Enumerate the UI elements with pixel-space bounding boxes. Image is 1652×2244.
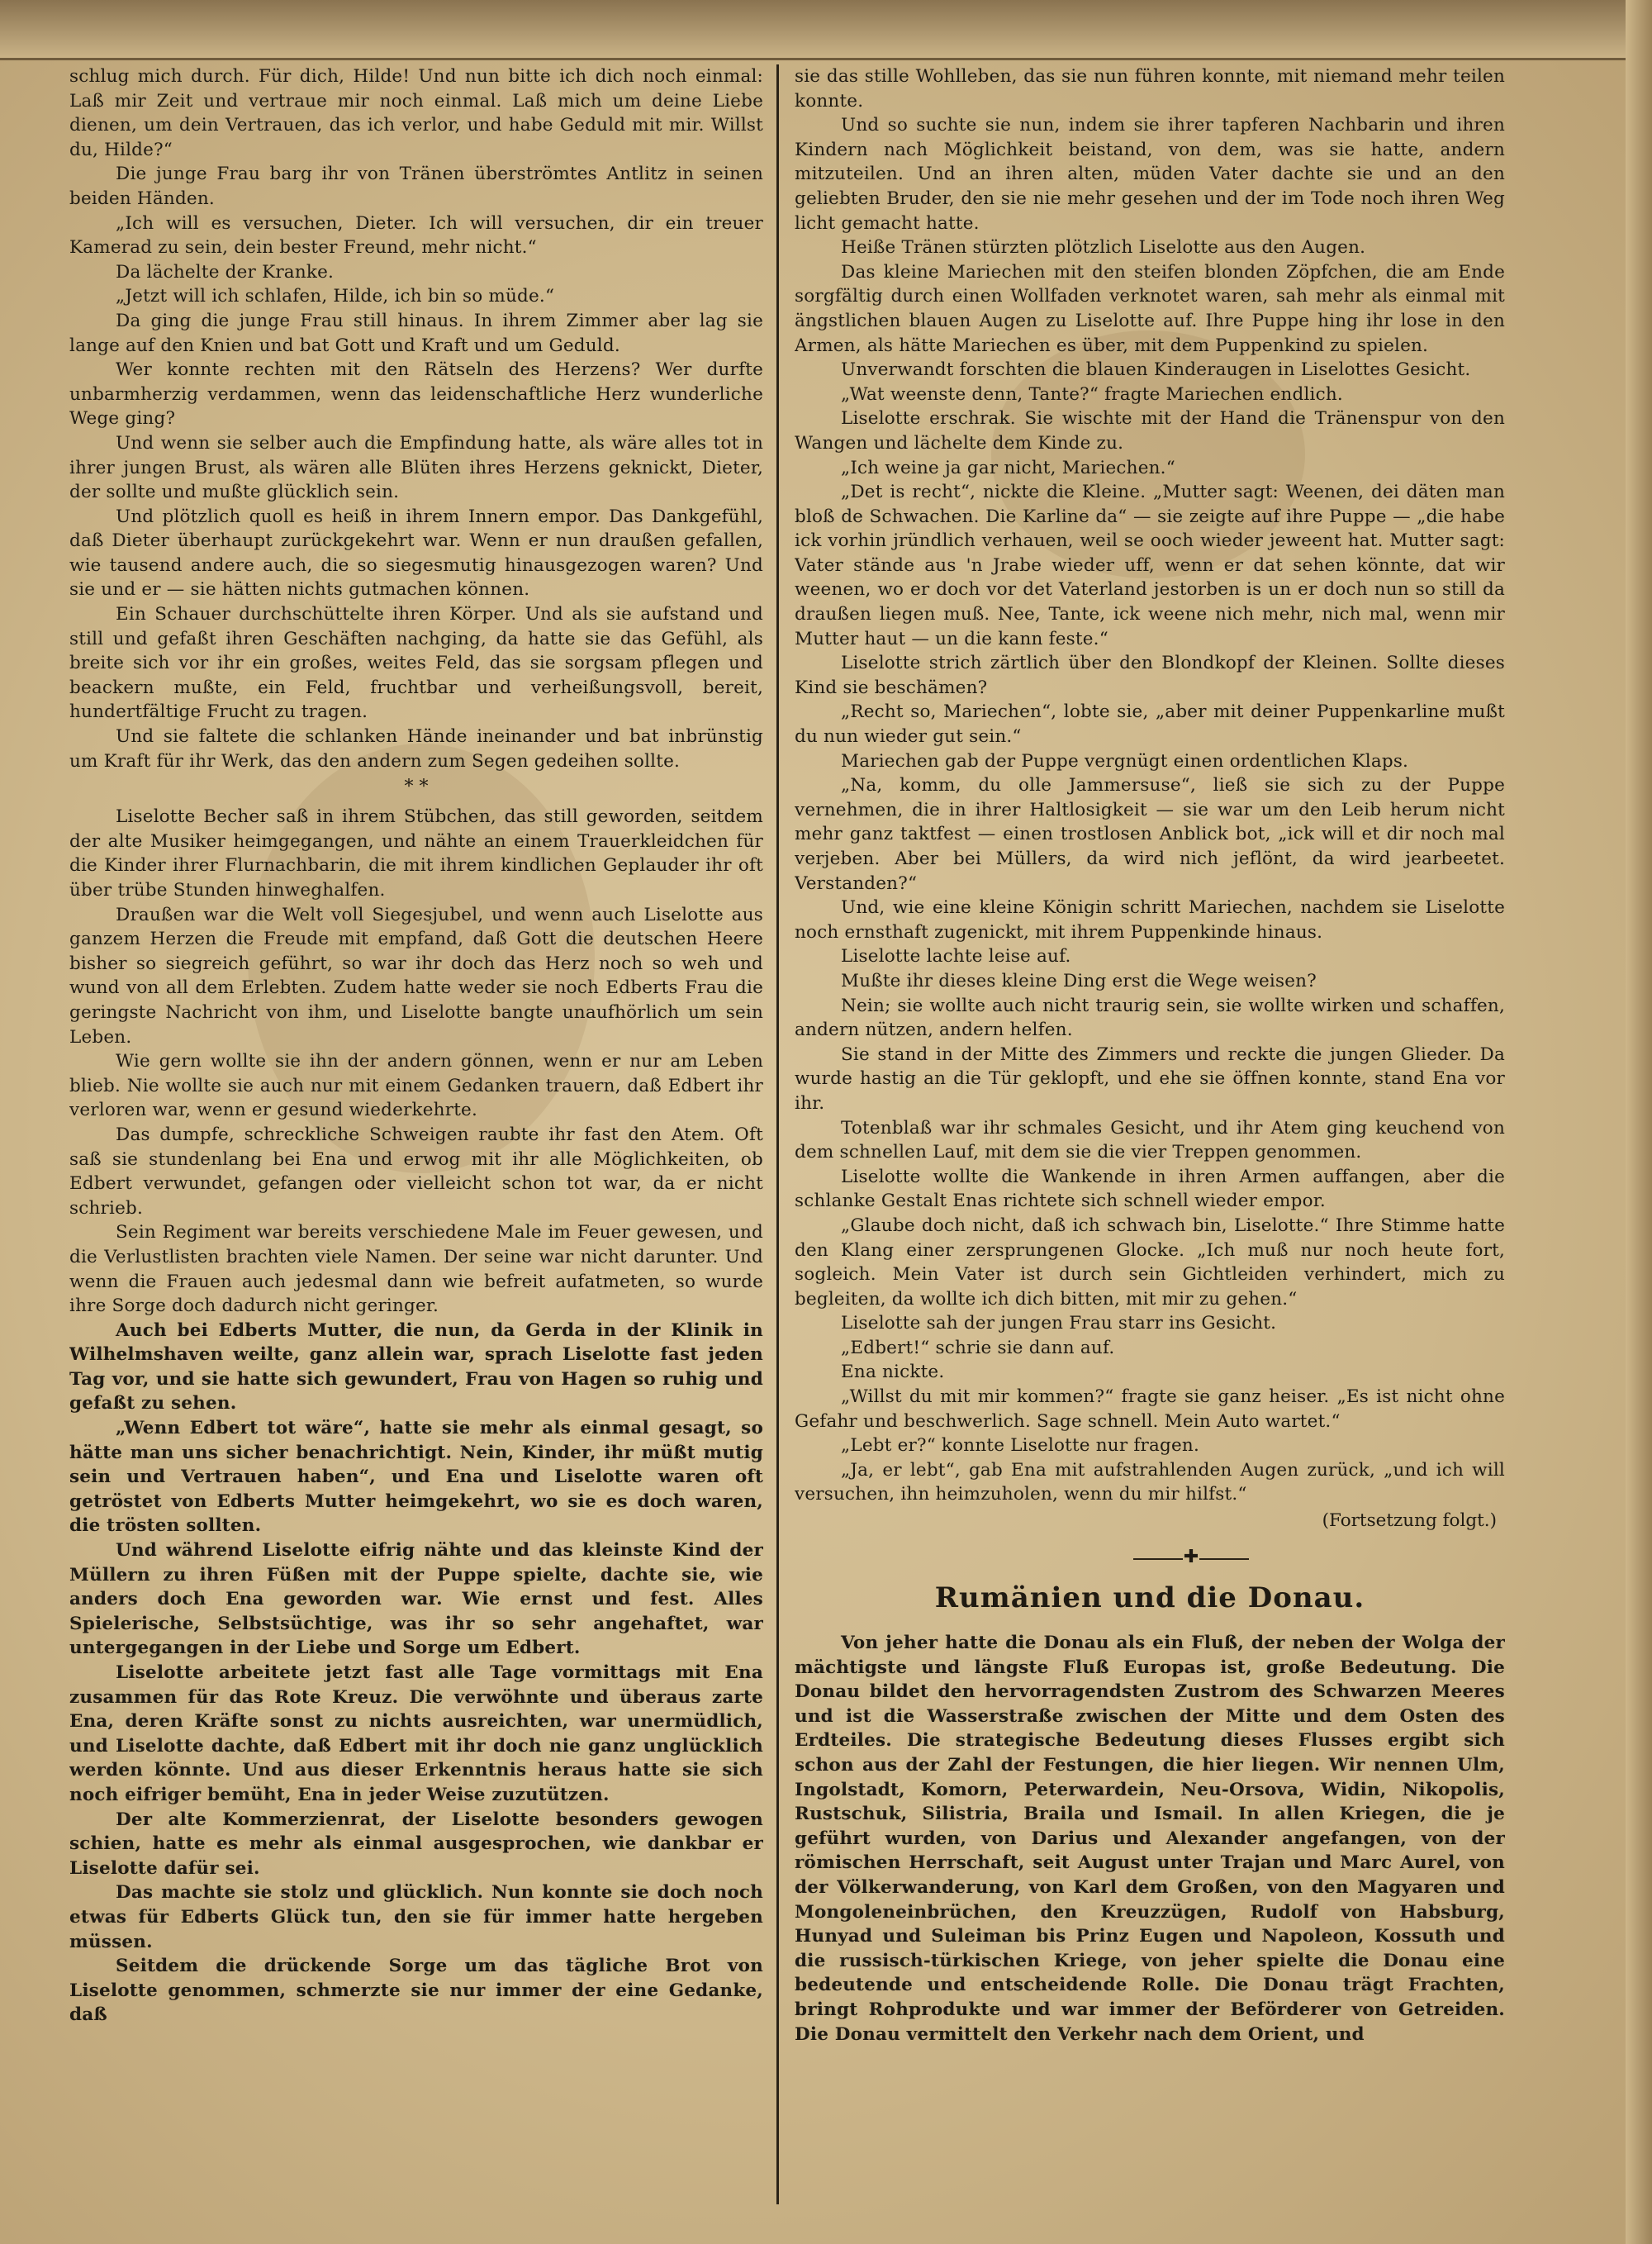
article-body [795,1631,1505,2047]
article-title: Rumänien und die Donau. [934,1581,1365,1615]
story-paragraph: Ena nickte. [841,1362,945,1383]
story-paragraph: Und sie faltete die schlanken Hände ineinander und bat inbrünstig um Kraft für ihr Werk, das den andern zum Segen gedeihen sollte. [69,726,763,772]
story-paragraph: Sie stand in der Mitte des Zimmers und reckte die jungen Glieder. Da wurde hastig an die Tür geklopft, und ehe sie öffnen konnte, stand Ena vor ihr. [795,1044,1505,1114]
story-paragraph: Ein Schauer durchschüttelte ihren Körper. Und als sie aufstand und still und gefaßt ihren Geschäften nachging, da hatte sie das Gefühl, als breite sich vor ihr ein großes, weites Feld, das sie sorgsam pflegen und beackern mußte, ein Feld, fruchtbar und verheißungsvoll, bereit, hundertfältige Frucht zu tragen. [69,604,763,723]
story-paragraph: Das dumpfe, schreckliche Schweigen raubte ihr fast den Atem. Oft saß sie stundenlang bei Ena und erwog mit ihr alle Möglichkeiten, ob Edbert verwundet, gefangen oder vielleicht schon tot war, da er nicht schrieb. [69,1124,763,1219]
story-paragraph: Liselotte wollte die Wankende in ihren Armen auffangen, aber die schlanke Gestalt Enas richtete sich schnell wieder empor. [795,1166,1505,1212]
story-paragraph: Der alte Kommerzienrat, der Liselotte besonders gewogen schien, hatte es mehr als einmal ausgesprochen, wie dankbar er Liselotte dafür sei. [69,1809,763,1879]
story-paragraph: Liselotte Becher saß in ihrem Stübchen, das still geworden, seitdem der alte Musiker heimgegangen, und nähte an einem Trauerkleidchen für die Kinder ihrer Flurnachbarin, die mit ihrem kindlichen Geplauder ihr oft über trübe Stunden hinweghalfen. [69,806,763,901]
story-paragraph: Unverwandt forschten die blauen Kinderaugen in Liselottes Gesicht. [841,359,1471,381]
story-paragraph: Und während Liselotte eifrig nähte und das kleinste Kind der Müllern zu ihren Füßen mit der Puppe spielte, dachte sie, wie anders doch Ena geworden war. Wie ernst und fest. Alles Spielerische, Selbstsüchtige, was ihr so sehr angehaftet, war untergegangen in der Liebe und Sorge um Edbert. [69,1540,763,1659]
article-paragraph: Von jeher hatte die Donau als ein Fluß, der neben der Wolga der mächtigste und längste Fluß Europas ist, große Bedeutung. Die Donau bildet den hervorragendsten Zustrom des Schwarzen Meeres und ist die Wasserstraße zwischen der Mitte und dem Osten des Erdteiles. Die strategische Bedeutung dieses Flusses ergibt sich schon aus der Zahl der Festungen, die hier liegen. Wir nennen Ulm, Ingolstadt, Komorn, Peterwardein, Neu-Orsova, Widin, Nikopolis, Rustschuk, Silistria, Braila und Ismail. In allen Kriegen, die je geführt wurden, von Darius und Alexander angefangen, von der römischen Herrschaft, seit August unter Trajan und Marc Aurel, von der Völkerwanderung, von Karl dem Großen, von den Magyaren und Mongoleneinbrüchen, den Kreuzzügen, Rudolf von Habsburg, Hunyad und Suleiman bis Prinz Eugen und Napoleon, Kossuth und die russisch-türkischen Kriege, von jeher spielte die Donau eine bedeutende und entscheidende Rolle. Die Donau trägt Frachten, bringt Rohprodukte und war immer der Beförderer von Getreiden. Die Donau vermittelt den Verkehr nach dem Orient, und [795,1633,1505,2045]
story-paragraph: Sein Regiment war bereits verschiedene Male im Feuer gewesen, und die Verlustlisten brachten viele Namen. Der seine war nicht darunter. Und wenn die Frauen auch jedesmal dann wie befreit aufatmeten, so wurde ihre Sorge doch dadurch nicht geringer. [69,1222,763,1317]
ornament-cross-icon: ✚ [1183,1547,1199,1568]
ornament-rule [1133,1558,1183,1560]
story-paragraph: Liselotte sah der jungen Frau starr ins Gesicht. [841,1313,1277,1334]
story-paragraph: „Ich will es versuchen, Dieter. Ich will versuchen, dir ein treuer Kamerad zu sein, dein bester Freund, mehr nicht.“ [69,212,763,259]
story-paragraph: Nein; sie wollte auch nicht traurig sein, sie wollte wirken und schaffen, andern nützen, andern helfen. [795,995,1505,1041]
story-paragraph: Draußen war die Welt voll Siegesjubel, und wenn auch Liselotte aus ganzem Herzen die Freude mit empfand, daß Gott die deutschen Heere bisher so siegreich geführt, so war ihr doch das Herz noch so weh und wund von all dem Erlebten. Zudem hatte weder sie noch Edberts Frau die geringste Nachricht von ihm, und Liselotte bangte unaufhörlich um sein Leben. [69,904,763,1048]
left-column [69,64,763,2213]
story-paragraph: Und plötzlich quoll es heiß in ihrem Innern empor. Das Dankgefühl, daß Dieter überhaupt zurückgekehrt war. Wenn er nun draußen gefallen, wie tausend andere auch, die so siegesmutig hinausgezogen waren? Und sie und er — sie hätten nichts gutmachen können. [69,506,763,601]
story-paragraph: Da lächelte der Kranke. [116,261,335,283]
story-paragraph: „Edbert!“ schrie sie dann auf. [841,1337,1115,1358]
story-paragraph: Und so suchte sie nun, indem sie ihrer tapferen Nachbarin und ihren Kindern nach Möglichkeit beistand, von dem, was sie hatte, andern mitzuteilen. Und an ihren alten, müden Vater dachte sie und an den geliebten Bruder, den sie nie mehr gesehen und der im Tode noch ihren Weg licht gemacht hatte. [795,115,1505,234]
story-paragraph: Wie gern wollte sie ihn der andern gönnen, wenn er nur am Leben blieb. Nie wollte sie auch nur mit einem Gedanken trauern, daß Edbert ihr verloren war, wenn er gesund wiederkehrte. [69,1051,763,1121]
story-paragraph: Auch bei Edberts Mutter, die nun, da Gerda in der Klinik in Wilhelmshaven weilte, ganz allein war, sprach Liselotte fast jeden Tag vor, und sie hatte sich gewundert, Frau von Hagen so ruhig und gefaßt zu sehen. [69,1319,763,1414]
story-paragraph: Mariechen gab der Puppe vergnügt einen ordentlichen Klaps. [841,750,1409,772]
story-paragraph: sie das stille Wohlleben, das sie nun führen konnte, mit niemand mehr teilen konnte. [795,66,1505,112]
story-paragraph: Und, wie eine kleine Königin schritt Mariechen, nachdem sie Liselotte noch ernsthaft zugenickt, mit ihrem Puppenkinde hinaus. [795,897,1505,943]
story-paragraph: Totenblaß war ihr schmales Gesicht, und ihr Atem ging keuchend von dem schnellen Lauf, mit dem sie die vier Treppen genommen. [795,1117,1505,1163]
story-paragraph: Die junge Frau barg ihr von Tränen überströmtes Antlitz in seinen beiden Händen. [69,164,763,209]
column-divider [776,64,779,2204]
story-paragraph: Das kleine Mariechen mit den steifen blonden Zöpfchen, die am Ende sorgfältig durch einen Wollfaden verknotet waren, sah mehr als einmal mit ängstlichen blauen Augen zu Liselotte auf. Ihre Puppe hing ihr lose in den Armen, als hätte Mariechen es über, mit dem Puppenkind zu spielen. [795,261,1505,356]
story-paragraph: „Willst du mit mir kommen?“ fragte sie ganz heiser. „Es ist nicht ohne Gefahr und beschwerlich. Sage schnell. Mein Auto wartet.“ [795,1386,1505,1432]
story-paragraph: „Jetzt will ich schlafen, Hilde, ich bin so müde.“ [116,286,555,307]
story-paragraph: Liselotte erschrak. Sie wischte mit der Hand die Tränenspur von den Wangen und lächelte dem Kinde zu. [795,408,1505,454]
story-paragraph: Heiße Tränen stürzten plötzlich Liselotte aus den Augen. [841,237,1366,259]
story-paragraph: Wer konnte rechten mit den Rätseln des Herzens? Wer durfte unbarmherzig verdammen, wenn das leidenschaftliche Herz wunderliche Wege ging? [69,359,763,430]
right-column [795,64,1505,2213]
story-paragraph: „Wenn Edbert tot wäre“, hatte sie mehr als einmal gesagt, so hätte man uns sicher benachrichtigt. Nein, Kinder, ihr müßt mutig sein und Vertrauen haben“, und Ena und Liselotte waren oft getröstet von Edberts Mutter heimgekehrt, wo sie es doch waren, die trösten sollten. [69,1418,763,1537]
continued-note: (Fortsetzung folgt.) [1322,1510,1497,1532]
story-paragraph: „Glaube doch nicht, daß ich schwach bin, Liselotte.“ Ihre Stimme hatte den Klang einer zersprungenen Glocke. „Ich muß nur noch heute fort, sogleich. Mein Vater ist durch sein Gichtleiden verhindert, mich zu begleiten, da wollte ich dich bitten, mit mir zu gehen.“ [795,1215,1505,1310]
torn-top-strip [0,0,1652,60]
story-paragraph: Da ging die junge Frau still hinaus. In ihrem Zimmer aber lag sie lange auf den Knien und bat Gott und Kraft und um Geduld. [69,310,763,356]
story-paragraph: „Ja, er lebt“, gab Ena mit aufstrahlenden Augen zurück, „und ich will versuchen, ihn heimzuholen, wenn du mir hilfst.“ [795,1459,1505,1505]
story-paragraph: „Wat weenste denn, Tante?“ fragte Mariechen endlich. [841,383,1343,405]
story-paragraph: Liselotte lachte leise auf. [841,946,1071,967]
story-paragraph: „Recht so, Mariechen“, lobte sie, „aber mit deiner Puppenkarline mußt du nun wieder gut sein.“ [795,701,1505,748]
ornament-rule [1199,1558,1249,1560]
story-paragraph: Das machte sie stolz und glücklich. Nun konnte sie doch noch etwas für Edberts Glück tun, den sie für immer hatte hergeben müssen. [69,1882,763,1952]
story-paragraph: schlug mich durch. Für dich, Hilde! Und nun bitte ich dich noch einmal: Laß mir Zeit und vertraue mir noch einmal. Laß mich um deine Liebe dienen, um dein Vertrauen, das ich verlor, und habe Geduld mit mir. Willst du, Hilde?“ [69,66,763,160]
story-paragraph: „Det is recht“, nickte die Kleine. „Mutter sagt: Weenen, dei däten man bloß de Schwachen. Die Karline da“ — sie zeigte auf ihre Puppe — „die habe ick vorhin jründlich verhauen, weil se ooch wieder jeweent hat. Mutter sagt: Vater stände aus 'n Jrabe wieder uff, wenn er dat sehen könnte, dat wir weenen, wo er doch vor det Vaterland jestorben is un er doch nun so still da draußen liegen muß. Nee, Tante, ick weene nich mehr, nich mal, wenn mir Mutter haut — un die kann feste.“ [795,482,1505,649]
story-paragraph: Liselotte arbeitete jetzt fast alle Tage vormittags mit Ena zusammen für das Rote Kreuz. Die verwöhnte und überaus zarte Ena, deren Kräfte sonst zu nichts ausreichten, war unermüdlich, und Liselotte dachte, daß Edbert mit ihr doch nie ganz unglücklich werden könnte. Und aus dieser Erkenntnis heraus hatte sie sich noch eifriger bemüht, Ena in jeder Weise zuzutützen. [69,1662,763,1805]
story-paragraph: Und wenn sie selber auch die Empfindung hatte, als wäre alles tot in ihrer jungen Brust, als wären alle Blüten ihres Herzens geknickt, Dieter, der sollte und mußte glücklich sein. [69,432,763,503]
section-break: * * [404,777,429,798]
story-paragraph: „Lebt er?“ konnte Liselotte nur fragen. [841,1435,1199,1457]
story-paragraph: Liselotte strich zärtlich über den Blondkopf der Kleinen. Sollte dieses Kind sie beschämen? [795,653,1505,698]
story-paragraph: „Ich weine ja gar nicht, Mariechen.“ [841,457,1175,478]
story-paragraph: „Na, komm, du olle Jammersuse“, ließ sie sich zu der Puppe vernehmen, die in ihrer Haltlosigkeit — sie war um den Leib herum nicht mehr ganz taktfest — einen trostlosen Anblick bot, „ick will et dir noch mal verjeben. Aber bei Müllers, da wird nich jeflönt, da wird jearbeetet. Verstanden?“ [795,775,1505,894]
story-paragraph: Mußte ihr dieses kleine Ding erst die Wege weisen? [841,970,1317,991]
story-paragraph: Seitdem die drückende Sorge um das tägliche Brot von Liselotte genommen, schmerzte sie nur immer der eine Gedanke, daß [69,1956,763,2026]
ornament-divider [795,1545,1505,1573]
page-edge [1626,0,1652,2244]
